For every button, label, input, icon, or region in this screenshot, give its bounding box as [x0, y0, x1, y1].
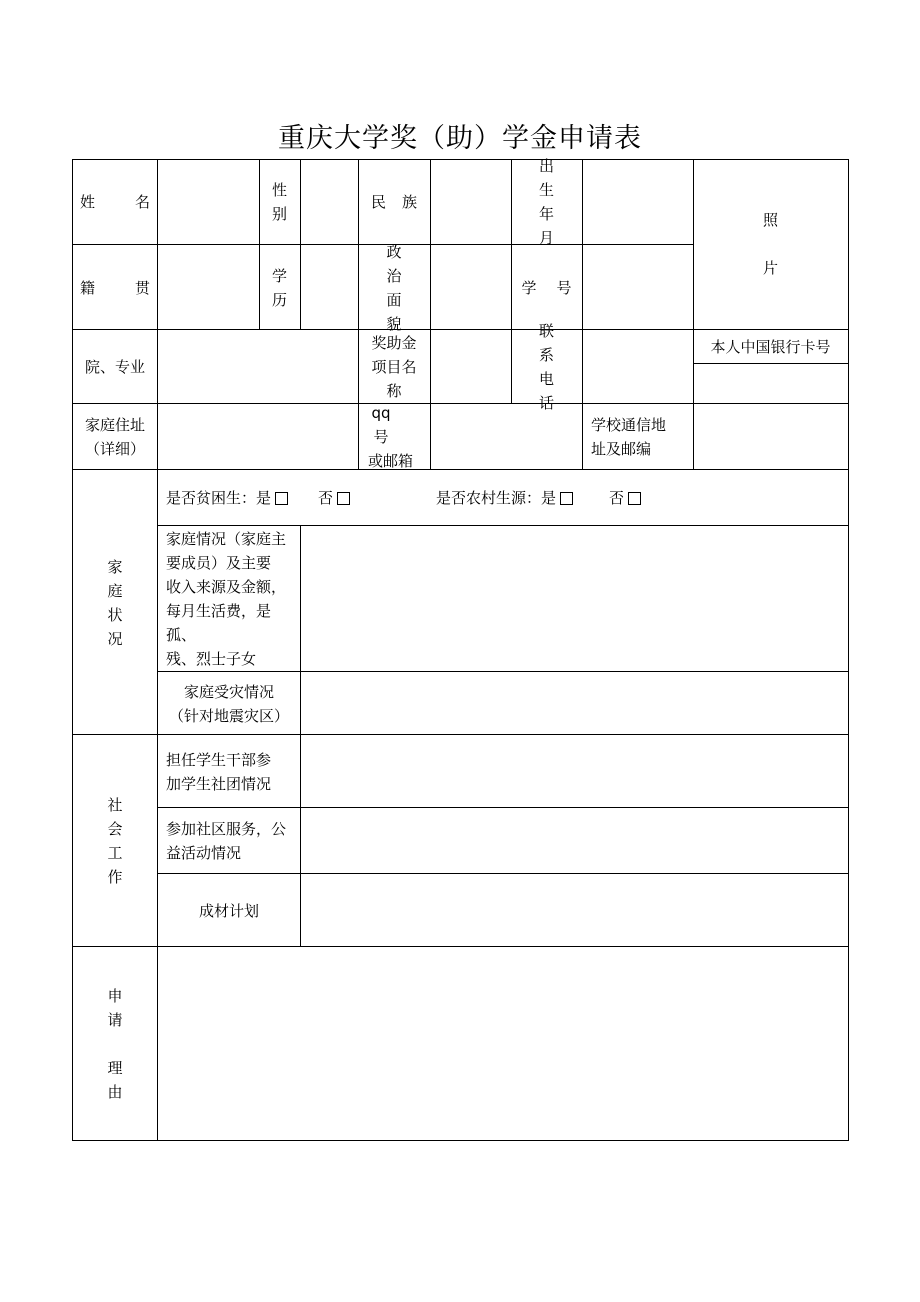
gender-field[interactable]: [300, 159, 358, 245]
rural-no-checkbox[interactable]: [628, 492, 641, 505]
photo-box[interactable]: 照 片: [762, 211, 778, 277]
disaster-field[interactable]: [300, 672, 848, 735]
growth-plan-field[interactable]: [300, 874, 848, 947]
rural-yes-checkbox[interactable]: [560, 492, 573, 505]
poor-yes-checkbox[interactable]: [275, 492, 288, 505]
phone-label: 联 系 电 话: [538, 322, 554, 412]
family-info-label: 家庭情况（家庭主 要成员）及主要 收入来源及金额， 每月生活费，是孤、 残、烈士子女: [166, 530, 287, 668]
political-status-field[interactable]: [430, 245, 511, 330]
college-major-label: 院、专业: [84, 358, 145, 376]
qq-email-field[interactable]: [430, 404, 582, 470]
college-major-field[interactable]: [158, 330, 358, 404]
community-service-field[interactable]: [300, 808, 848, 874]
education-field[interactable]: [300, 245, 358, 330]
family-section-label: 家 庭 状 况: [107, 557, 123, 648]
page-title: 重庆大学奖（助）学金申请表: [278, 123, 642, 154]
social-work-section-label: 社 会 工 作: [107, 796, 123, 886]
bank-card-field[interactable]: [693, 364, 848, 404]
ethnic-label: 民 族: [370, 193, 418, 211]
disaster-label: 家庭受灾情况 （针对地震灾区）: [168, 682, 289, 725]
student-cadre-label: 担任学生干部参 加学生社团情况: [166, 750, 272, 793]
award-project-label: 奖助金 项目名 称: [371, 334, 417, 400]
gender-label: 性 别: [271, 181, 287, 223]
student-id-field[interactable]: [582, 245, 693, 330]
bank-card-label: 本人中国银行卡号: [710, 338, 831, 356]
school-address-field[interactable]: [693, 404, 848, 470]
poverty-rural-row: 是否贫困生：是 否 是否农村生源：是 否: [158, 470, 848, 526]
reason-field[interactable]: [158, 947, 848, 1140]
birth-field[interactable]: [582, 159, 693, 245]
qq-email-label: qq 号 或邮箱: [368, 404, 414, 470]
education-label: 学 历: [271, 266, 287, 309]
award-project-field[interactable]: [430, 330, 511, 404]
birth-label: 出 生 年 月: [538, 157, 554, 247]
home-address-label: 家庭住址 （详细）: [84, 416, 145, 458]
political-status-label: 政 治 面 貌: [386, 242, 402, 333]
reason-label: 申 请 理 由: [107, 986, 123, 1101]
student-id-label: 学 号: [521, 278, 572, 297]
native-place-field[interactable]: [158, 245, 259, 330]
growth-plan-label: 成材计划: [198, 901, 259, 920]
community-service-label: 参加社区服务，公 益活动情况: [166, 820, 287, 862]
poor-no-checkbox[interactable]: [337, 492, 350, 505]
native-place-label: 籍 贯: [79, 278, 151, 297]
family-info-field[interactable]: [300, 526, 848, 672]
name-label: 姓 名: [79, 193, 151, 211]
ethnic-field[interactable]: [430, 159, 511, 245]
name-field[interactable]: [158, 159, 259, 245]
phone-field[interactable]: [582, 330, 693, 404]
student-cadre-field[interactable]: [300, 735, 848, 808]
school-address-label: 学校通信地 址及邮编: [591, 416, 667, 458]
home-address-field[interactable]: [158, 404, 358, 470]
